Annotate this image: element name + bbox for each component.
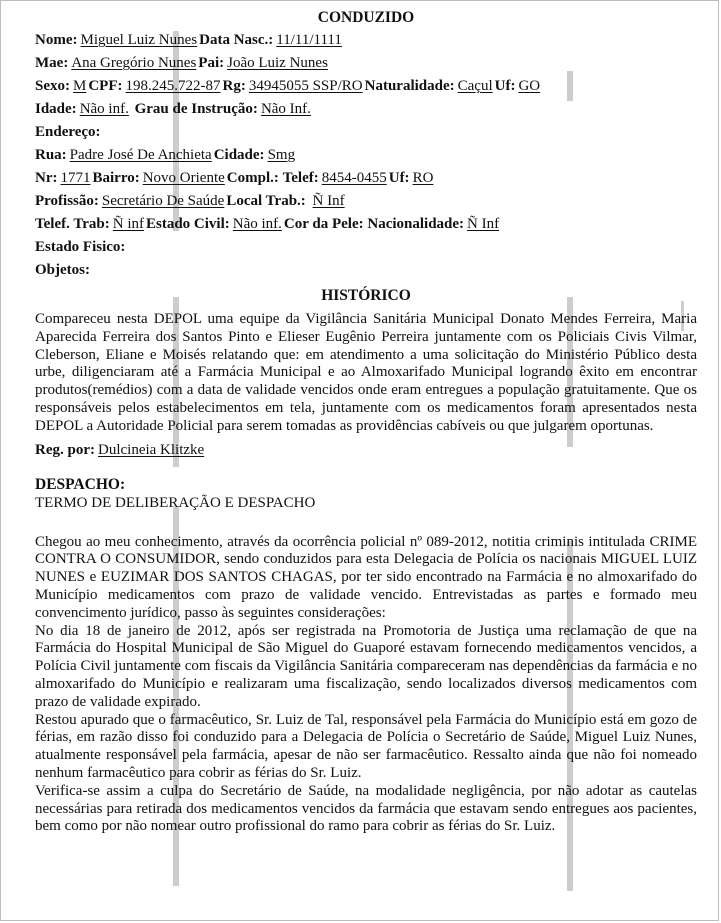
compl-label: Compl.: [226, 170, 279, 186]
cidade-value: Smg [267, 147, 296, 163]
pai-value: João Luiz Nunes [227, 55, 328, 71]
row-nome [35, 29, 697, 52]
nr-value: 1771 [60, 170, 91, 186]
profissao-value: Secretário De Saúde [101, 193, 225, 209]
nr-label: Nr: [35, 170, 58, 186]
telef-value: 8454-0455 [321, 170, 387, 186]
uf-value: GO [518, 78, 541, 94]
rg-value: 34945055 SSP/RO [248, 78, 363, 94]
row-numero [35, 167, 697, 190]
nasc-label: Data Nasc.: [199, 32, 274, 48]
profissao-label: Profissão: [35, 193, 99, 209]
instrucao-label: Grau de Instrução: [134, 101, 258, 117]
row-objetos [35, 259, 697, 282]
bairro-value: Novo Oriente [142, 170, 225, 186]
teleftrab-label: Telef. Trab: [35, 216, 110, 232]
localtrab-label: Local Trab.: [226, 193, 306, 209]
row-endereco [35, 121, 697, 144]
instrucao-value: Não Inf. [260, 101, 311, 117]
uf-label: Uf: [494, 78, 516, 94]
row-estado-fisico [35, 236, 697, 259]
row-reg-por [35, 439, 697, 462]
idade-value: Não inf. [79, 101, 129, 117]
row-profissao [35, 190, 697, 213]
sexo-value: M [73, 78, 87, 94]
nome-value: Miguel Luiz Nunes [80, 32, 198, 48]
naturalidade-value: Caçul [457, 78, 493, 94]
cor-label: Cor da Pele: [283, 216, 364, 232]
bairro-label: Bairro: [92, 170, 140, 186]
row-telef-trab [35, 213, 697, 236]
pai-label: Pai: [198, 55, 225, 71]
nasc-value: 11/11/1111 [276, 32, 342, 48]
conduzido-title: CONDUZIDO [317, 9, 415, 26]
civil-value: Não inf. [232, 216, 282, 232]
row-idade [35, 98, 697, 121]
telef-label: Telef: [282, 170, 319, 186]
sexo-label: Sexo: [35, 78, 70, 94]
cidade-label: Cidade: [213, 147, 265, 163]
despacho-subtitle: TERMO DE DELIBERAÇÃO E DESPACHO [35, 494, 316, 511]
civil-label: Estado Civil: [145, 216, 230, 232]
row-filiacao [35, 52, 697, 75]
nacionalidade-label: Nacionalidade: [367, 216, 465, 232]
historico-title: HISTÓRICO [321, 287, 411, 304]
teleftrab-value: Ñ inf [112, 216, 144, 232]
historico-text: Compareceu nesta DEPOL uma equipe da Vigilância Sanitária Municipal Donato Mendes Ferreira, Maria Aparecida Ferreira dos Santos Pinto e Elieser Eugênio Perreira juntamente com os Policiais Civis Vilmar, Cleberson, Eliane e Moisés relatando que: em atendimento a uma solicitação do Ministério Público desta urbe, diligenciaram até a Farmácia Municipal e ao Almoxarifado Municipal logrando êxito em encontrar produtos(remédios) com a data de validade vencidos onde eram entregues a população gratuitamente. Que os responsáveis pelos estabelecimentos em tela, juntamente com os medicamentos foram apresentados nesta DEPOL a Autoridade Policial para serem tomadas as providências cabíveis ou que julgarem oportunas. [35, 311, 697, 434]
document-content [35, 7, 697, 836]
rua-value: Padre José De Anchieta [69, 147, 212, 163]
despacho-paragraph-1: Chegou ao meu conhecimento, através da ocorrência policial nº 089-2012, notitia criminis intitulada CRIME CONTRA O CONSUMIDOR, sendo conduzidos para esta Delegacia de Polícia os nacionais MIGUEL LUIZ NUNES e EUZIMAR DOS SANTOS CHAGAS, por ter sido encontrado na Farmácia e no almoxarifado do Município medicamentos com prazo de validade vencido. Entrevistadas as partes e formado meu convencimento jurídico, passo às seguintes considerações: [35, 533, 697, 621]
mae-value: Ana Gregório Nunes [71, 55, 197, 71]
localtrab-value: Ñ Inf [312, 193, 345, 209]
objetos-label: Objetos: [35, 262, 90, 278]
row-documentos [35, 75, 697, 98]
reg-label: Reg. por: [35, 441, 95, 458]
despacho-paragraph-4: Verifica-se assim a culpa do Secretário de Saúde, na modalidade negligência, por não adotar as cautelas necessárias para retirada dos medicamentos vencidos da farmácia que estavam sendo entregues aos pacientes, bem como por não nomear outro profissional do ramo para cobrir as férias do Sr. Luiz. [35, 782, 697, 835]
rua-label: Rua: [35, 147, 67, 163]
fisico-label: Estado Fisico: [35, 239, 126, 255]
despacho-paragraph-2: No dia 18 de janeiro de 2012, após ser registrada na Promotoria de Justiça uma reclamação de que na Farmácia do Hospital Municipal de São Miguel do Guaporé estavam fornecendo medicamentos vencidos, a Polícia Civil juntamente com fiscais da Vigilância Sanitária compareceram nas dependências da farmácia e no almoxarifado do Município e realizaram uma fiscalização, sendo localizados diversos medicamentos com prazo de validade expirado. [35, 622, 697, 710]
uf2-label: Uf: [388, 170, 410, 186]
cpf-value: 198.245.722-87 [125, 78, 221, 94]
idade-label: Idade: [35, 101, 77, 117]
nome-label: Nome: [35, 32, 78, 48]
despacho-paragraph-3: Restou apurado que o farmacêutico, Sr. Luiz de Tal, responsável pela Farmácia do Município está em gozo de férias, em razão disso foi conduzido para a Delegacia de Polícia o Secretário de Saúde, Miguel Luiz Nunes, atualmente responsável pela farmácia, apesar de não ser farmacêutico. Ressalto ainda que não foi nomeado nenhum farmacêutico para cobrir as férias do Sr. Luiz. [35, 711, 697, 781]
nacionalidade-value: Ñ Inf [467, 216, 500, 232]
mae-label: Mae: [35, 55, 69, 71]
cpf-label: CPF: [88, 78, 123, 94]
endereco-label: Endereço: [35, 124, 101, 140]
rg-label: Rg: [222, 78, 246, 94]
row-rua [35, 144, 697, 167]
reg-value: Dulcineia Klitzke [98, 441, 205, 458]
despacho-title: DESPACHO: [35, 475, 126, 493]
naturalidade-label: Naturalidade: [364, 78, 455, 94]
uf2-value: RO [412, 170, 434, 186]
